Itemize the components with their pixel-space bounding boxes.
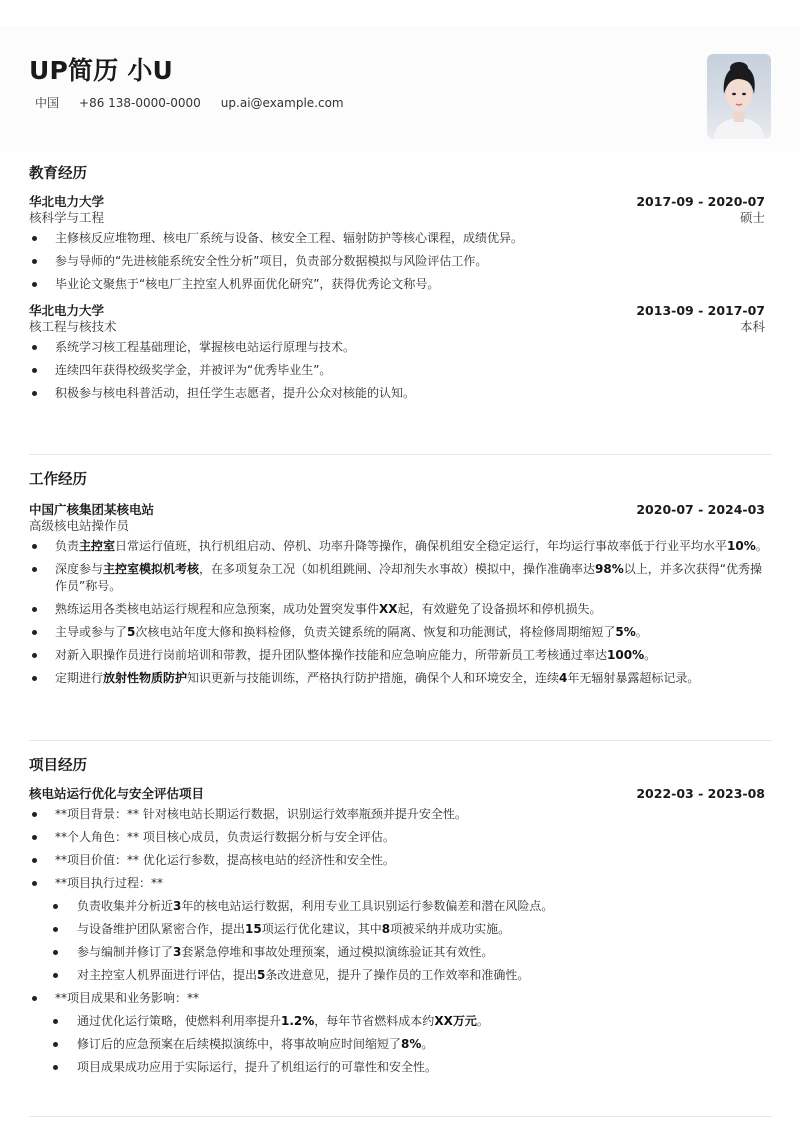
- bullet-item: 对新入职操作员进行岗前培训和带教，提升团队整体操作技能和应急响应能力，所带新员工考核通过率达100%。: [29, 647, 771, 664]
- date-range: 2013-09 - 2017-07: [636, 302, 765, 318]
- bullet-item: **项目价值：** 优化运行参数，提高核电站的经济性和安全性。: [29, 852, 771, 869]
- section-title-work: 工作经历: [29, 472, 87, 488]
- bullet-item: 负责主控室日常运行值班，执行机组启动、停机、功率升降等操作，确保机组安全稳定运行，年均运行事故率低于行业平均水平10%。: [29, 538, 771, 555]
- bullet-item: **项目执行过程：**: [29, 875, 771, 892]
- education-entry: [29, 303, 771, 402]
- bullet-item: 主导或参与了5次核电站年度大修和换料检修，负责关键系统的隔离、恢复和功能测试，将检修周期缩短了5%。: [29, 624, 771, 641]
- nested-bullet-item: 与设备维护团队紧密合作，提出15项运行优化建议，其中8项被采纳并成功实施。: [29, 921, 771, 938]
- date-range: 2020-07 - 2024-03: [636, 502, 765, 517]
- education-section: [29, 164, 771, 408]
- nested-bullet-item: 修订后的应急预案在后续模拟演练中，将事故响应时间缩短了8%。: [29, 1036, 771, 1053]
- contact-info: [29, 95, 771, 111]
- company-name: 中国广核集团某核电站: [29, 502, 155, 517]
- bullet-list: [29, 806, 771, 1076]
- major: 核工程与核技术: [29, 318, 117, 334]
- bullet-item: **项目成果和业务影响：**: [29, 990, 771, 1007]
- bullet-item: 定期进行放射性物质防护知识更新与技能训练，严格执行防护措施，确保个人和环境安全，连续4年无辐射暴露超标记录。: [29, 670, 771, 687]
- section-divider: [29, 454, 772, 455]
- bullet-item: 参与导师的“先进核能系统安全性分析”项目，负责部分数据模拟与风险评估工作。: [29, 253, 771, 270]
- section-divider: [29, 740, 772, 741]
- nested-bullet-item: 参与编制并修订了3套紧急停堆和事故处理预案，通过模拟演练验证其有效性。: [29, 944, 771, 961]
- date-range: 2017-09 - 2020-07: [636, 194, 765, 209]
- school-name: 华北电力大学: [29, 302, 105, 318]
- bullet-item: 积极参与核电科普活动，担任学生志愿者，提升公众对核能的认知。: [29, 385, 771, 402]
- bullet-item: 深度参与主控室模拟机考核，在多项复杂工况（如机组跳闸、冷却剂失水事故）模拟中，操作准确率达98%以上，并多次获得“优秀操作员”称号。: [29, 561, 771, 594]
- nested-bullet-item: 对主控室人机界面进行评估，提出5条改进意见，提升了操作员的工作效率和准确性。: [29, 967, 771, 984]
- project-entry: [29, 786, 771, 1076]
- bullet-item: **项目背景：** 针对核电站长期运行数据，识别运行效率瓶颈并提升安全性。: [29, 806, 771, 823]
- project-name: 核电站运行优化与安全评估项目: [29, 786, 205, 801]
- bullet-item: 系统学习核工程基础理论，掌握核电站运行原理与技术。: [29, 339, 771, 356]
- education-entry: [29, 194, 771, 293]
- date-range: 2022-03 - 2023-08: [636, 786, 765, 801]
- email: up.ai@example.com: [220, 96, 344, 110]
- work-entry: [29, 502, 771, 686]
- section-title-education: 教育经历: [29, 166, 87, 182]
- bullet-item: 主修核反应堆物理、核电厂系统与设备、核安全工程、辐射防护等核心课程，成绩优异。: [29, 230, 771, 247]
- bullet-list: [29, 230, 771, 293]
- portrait-icon: [707, 54, 771, 139]
- nested-bullet-item: 通过优化运行策略，使燃料利用率提升1.2%，每年节省燃料成本约XX万元。: [29, 1013, 771, 1030]
- location: 中国: [35, 96, 60, 110]
- projects-section: [29, 756, 771, 1082]
- profile-photo: [707, 54, 771, 139]
- bullet-item: **个人角色：** 项目核心成员，负责运行数据分析与安全评估。: [29, 829, 771, 846]
- bullet-item: 熟练运用各类核电站运行规程和应急预案，成功处置突发事件XX起，有效避免了设备损坏和停机损失。: [29, 601, 771, 618]
- job-title: 高级核电站操作员: [29, 518, 130, 533]
- section-title-projects: 项目经历: [29, 758, 87, 774]
- candidate-name: UP简历 小U: [29, 56, 174, 85]
- bullet-list: [29, 538, 771, 686]
- bullet-item: 连续四年获得校级奖学金，并被评为“优秀毕业生”。: [29, 362, 771, 379]
- major: 核科学与工程: [29, 210, 105, 225]
- resume-header: [29, 55, 771, 111]
- bullet-list: [29, 339, 771, 402]
- bullet-item: 毕业论文聚焦于“核电厂主控室人机界面优化研究”，获得优秀论文称号。: [29, 276, 771, 293]
- school-name: 华北电力大学: [29, 194, 105, 209]
- nested-bullet-item: 负责收集并分析近3年的核电站运行数据，利用专业工具识别运行参数偏差和潜在风险点。: [29, 898, 771, 915]
- degree: 硕士: [739, 210, 765, 225]
- work-section: [29, 470, 771, 693]
- phone: +86 138-0000-0000: [79, 96, 201, 110]
- section-divider: [29, 1116, 772, 1117]
- degree: 本科: [739, 318, 765, 334]
- nested-bullet-item: 项目成果成功应用于实际运行，提升了机组运行的可靠性和安全性。: [29, 1059, 771, 1076]
